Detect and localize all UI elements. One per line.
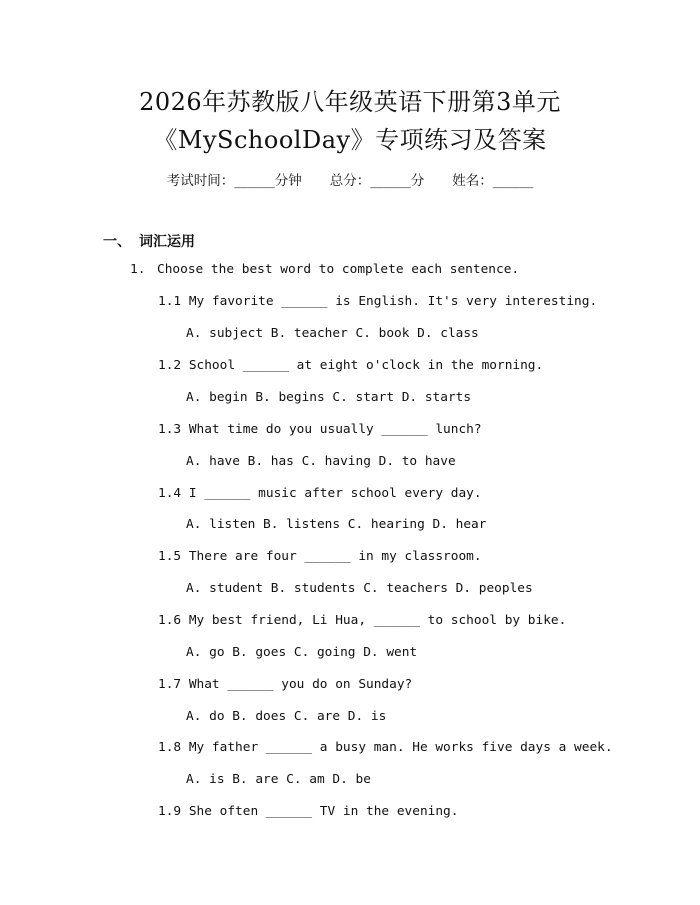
- item-options: A. listen B. listens C. hearing D. hear: [186, 517, 487, 532]
- question-number: 1.: [130, 262, 146, 277]
- exam-name-field: 姓名：______: [452, 173, 534, 189]
- item-stem: 1.7 What ______ you do on Sunday?: [158, 677, 413, 692]
- item-options: A. go B. goes C. going D. went: [186, 645, 418, 660]
- item-options: A. is B. are C. am D. be: [186, 772, 371, 787]
- question-instruction: [130, 262, 519, 277]
- item-options: A. begin B. begins C. start D. starts: [186, 390, 472, 405]
- item-stem: 1.9 She often ______ TV in the evening.: [158, 804, 459, 819]
- document-title-line-2: 《MySchoolDay》专项练习及答案: [153, 126, 547, 154]
- document-title-line-1: 2026年苏教版八年级英语下册第3单元: [139, 88, 561, 116]
- exam-time-field: 考试时间：______分钟: [166, 173, 302, 189]
- item-options: A. have B. has C. having D. to have: [186, 454, 456, 469]
- item-stem: 1.4 I ______ music after school every day.: [158, 486, 482, 501]
- item-stem: 1.8 My father ______ a busy man. He works five days a week.: [158, 740, 613, 755]
- section-number: 一、: [103, 234, 131, 250]
- exam-score-field: 总分：______分: [329, 173, 425, 189]
- section-heading: [103, 231, 195, 251]
- item-stem: 1.2 School ______ at eight o'clock in the morning.: [158, 358, 544, 373]
- exam-meta: [0, 169, 700, 189]
- item-stem: 1.6 My best friend, Li Hua, ______ to school by bike.: [158, 613, 567, 628]
- section-title: 词汇运用: [139, 234, 195, 250]
- item-stem: 1.5 There are four ______ in my classroom.: [158, 549, 482, 564]
- item-options: A. student B. students C. teachers D. peoples: [186, 581, 533, 596]
- item-options: A. do B. does C. are D. is: [186, 709, 387, 724]
- item-options: A. subject B. teacher C. book D. class: [186, 326, 479, 341]
- item-stem: 1.1 My favorite ______ is English. It's very interesting.: [158, 294, 598, 309]
- item-stem: 1.3 What time do you usually ______ lunch?: [158, 422, 482, 437]
- question-instruction-text: Choose the best word to complete each sentence.: [157, 262, 520, 277]
